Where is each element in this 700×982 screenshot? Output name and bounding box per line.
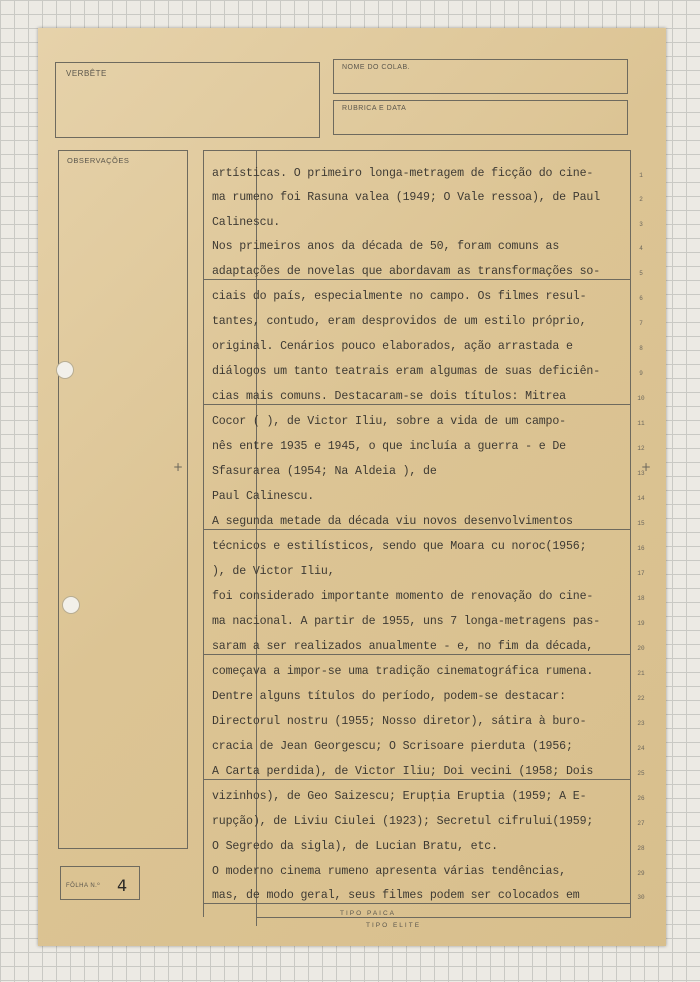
punch-hole-top: [56, 361, 74, 379]
line-number: 1: [639, 172, 643, 179]
line-number: 27: [637, 820, 645, 827]
text-line-4: Nos primeiros anos da década de 50, foram comuns as: [212, 240, 560, 253]
line-number: 14: [637, 495, 645, 502]
text-line-29: O moderno cinema rumeno apresenta várias tendências,: [212, 865, 566, 878]
text-line-24: cracia de Jean Georgescu; O Scrisoare pierduta (1956;: [212, 740, 573, 753]
section-divider-4: [203, 654, 631, 655]
line-number: 11: [637, 420, 645, 427]
line-number: 23: [637, 720, 645, 727]
text-line-11: Cocor ( ), de Victor Iliu, sobre a vida de um campo-: [212, 415, 566, 428]
text-line-5: adaptações de novelas que abordavam as transformações so-: [212, 265, 601, 278]
section-divider-5: [203, 779, 631, 780]
text-line-20: saram a ser realizados anualmente - e, no fim da década,: [212, 640, 594, 653]
line-number: 4: [639, 245, 643, 252]
text-line-3: Calinescu.: [212, 216, 281, 229]
line-number: 25: [637, 770, 645, 777]
line-number: 16: [637, 545, 645, 552]
line-number: 5: [639, 270, 643, 277]
text-line-14: Paul Calinescu.: [212, 490, 315, 503]
tipo-elite-line: [256, 917, 631, 918]
line-number: 29: [637, 870, 645, 877]
text-line-28: O Segredo da sigla), de Lucian Bratu, etc.: [212, 840, 498, 853]
line-number: 3: [639, 221, 643, 228]
line-number: 22: [637, 695, 645, 702]
text-area-top-border: [203, 150, 631, 151]
text-line-19: ma nacional. A partir de 1955, uns 7 longa-metragens pas-: [212, 615, 601, 628]
line-number: 15: [637, 520, 645, 527]
verbete-label: VERBÊTE: [66, 69, 107, 78]
text-line-17: ), de Victor Iliu,: [212, 565, 335, 578]
text-line-2: ma rumeno foi Rasuna valea (1949; O Vale ressoa), de Paul: [212, 191, 601, 204]
line-number: 17: [637, 570, 645, 577]
line-number: 10: [637, 395, 645, 402]
line-number: 18: [637, 595, 645, 602]
line-number: 19: [637, 620, 645, 627]
line-number: 12: [637, 445, 645, 452]
text-line-12: nês entre 1935 e 1945, o que incluía a guerra - e De: [212, 440, 566, 453]
text-line-27: rupção), de Liviu Ciulei (1923); Secretul cifrului(1959;: [212, 815, 594, 828]
tipo-paica-label: TIPO PAICA: [340, 910, 396, 917]
text-line-8: original. Cenários pouco elaborados, ação arrastada e: [212, 340, 573, 353]
section-divider-3: [203, 529, 631, 530]
line-number: 24: [637, 745, 645, 752]
register-mark-right: +: [641, 460, 652, 474]
text-line-15: A segunda metade da década viu novos desenvolvimentos: [212, 515, 573, 528]
tipo-paica-line: [203, 903, 631, 904]
text-line-26: vizinhos), de Geo Saizescu; Erupția Eruptia (1959; A E-: [212, 790, 587, 803]
line-number: 13: [637, 470, 645, 477]
rubrica-label: RUBRICA E DATA: [342, 105, 407, 112]
line-number: 8: [639, 345, 643, 352]
folha-label: FÔLHA N.º: [66, 883, 101, 889]
text-line-30: mas, de modo geral, seus filmes podem ser colocados em: [212, 889, 580, 902]
text-line-16: técnicos e estilísticos, sendo que Moara cu noroc(1956;: [212, 540, 587, 553]
register-mark-left: +: [173, 460, 184, 474]
text-line-10: cias mais comuns. Destacaram-se dois títulos: Mitrea: [212, 390, 566, 403]
text-line-13: Sfasurarea (1954; Na Aldeia ), de: [212, 465, 437, 478]
text-line-22: Dentre alguns títulos do período, podem-se destacar:: [212, 690, 566, 703]
punch-hole-bottom: [62, 596, 80, 614]
text-line-6: ciais do país, especialmente no campo. Os filmes resul-: [212, 290, 587, 303]
line-number: 20: [637, 645, 645, 652]
text-line-9: diálogos um tanto teatrais eram algumas de suas deficiên-: [212, 365, 601, 378]
line-number: 21: [637, 670, 645, 677]
text-line-21: começava a impor-se uma tradição cinematográfica rumena.: [212, 665, 594, 678]
text-line-18: foi considerado importante momento de renovação do cine-: [212, 590, 594, 603]
line-number: 9: [639, 370, 643, 377]
text-line-25: A Carta perdida), de Victor Iliu; Doi vecini (1958; Dois: [212, 765, 594, 778]
line-number: 7: [639, 320, 643, 327]
tipo-elite-label: TIPO ELITE: [366, 922, 422, 929]
line-number: 2: [639, 196, 643, 203]
text-line-23: Directorul nostru (1955; Nosso diretor), sátira à buro-: [212, 715, 587, 728]
line-number: 28: [637, 845, 645, 852]
line-number: 6: [639, 295, 643, 302]
line-number: 30: [637, 894, 645, 901]
observacoes-label: OBSERVAÇÕES: [67, 156, 130, 165]
line-number: 26: [637, 795, 645, 802]
section-divider-2: [203, 404, 631, 405]
nome-colab-label: NOME DO COLAB.: [342, 64, 411, 71]
observacoes-box: [58, 150, 188, 849]
folha-number: 4: [117, 876, 128, 895]
text-area-left-border: [203, 150, 204, 917]
text-line-7: tantes, contudo, eram desprovidos de um estilo próprio,: [212, 315, 587, 328]
text-line-1: artísticas. O primeiro longa-metragem de ficção do cine-: [212, 167, 594, 180]
section-divider-1: [203, 279, 631, 280]
